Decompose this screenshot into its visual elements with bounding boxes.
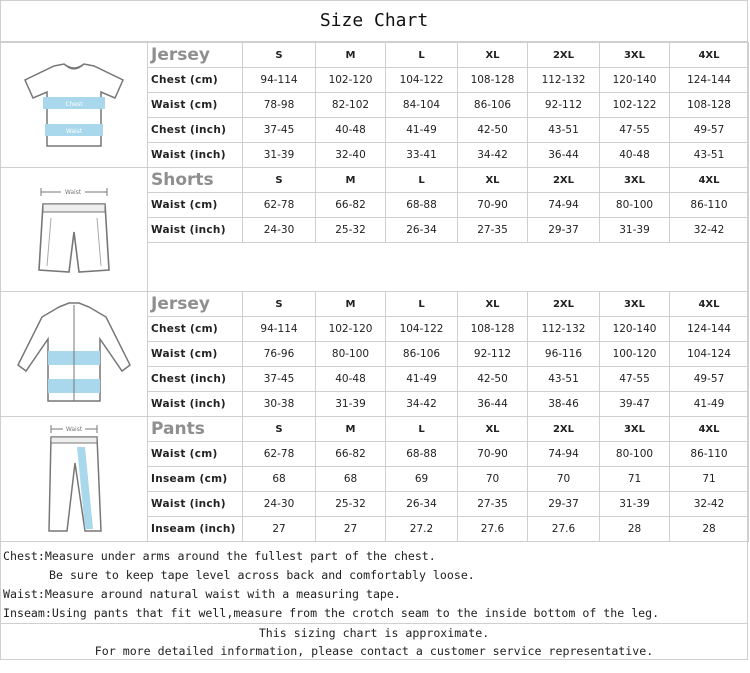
section-name: Pants <box>148 417 243 442</box>
size-header-3xl: 3XL <box>600 417 670 442</box>
table-cell: 69 <box>386 467 458 492</box>
table-cell: 76-96 <box>243 342 316 367</box>
svg-text:Waist: Waist <box>64 188 82 196</box>
table-cell: 66-82 <box>316 193 386 218</box>
size-header-xl: XL <box>458 168 528 193</box>
table-cell: 74-94 <box>528 442 600 467</box>
row-label: Chest (inch) <box>148 118 243 143</box>
table-cell: 102-120 <box>316 68 386 93</box>
section-header-row <box>1 43 749 68</box>
table-cell: 41-49 <box>386 367 458 392</box>
row-label: Waist (cm) <box>148 442 243 467</box>
table-cell: 36-44 <box>458 392 528 417</box>
table-cell: 70 <box>458 467 528 492</box>
size-header-4xl: 4XL <box>670 168 749 193</box>
spacer-cell <box>148 243 749 292</box>
table-cell: 32-40 <box>316 143 386 168</box>
table-cell: 68-88 <box>386 193 458 218</box>
table-cell: 41-49 <box>670 392 749 417</box>
table-cell: 29-37 <box>528 492 600 517</box>
table-cell: 92-112 <box>458 342 528 367</box>
table-cell: 27.6 <box>528 517 600 542</box>
table-cell: 42-50 <box>458 367 528 392</box>
size-header-4xl: 4XL <box>670 417 749 442</box>
table-cell: 92-112 <box>528 93 600 118</box>
note-inseam: Inseam:Using pants that fit well,measure from the crotch seam to the inside bottom of the leg. <box>3 606 660 620</box>
svg-text:Waist: Waist <box>65 128 83 135</box>
size-header-xl: XL <box>458 43 528 68</box>
size-header-2xl: 2XL <box>528 168 600 193</box>
table-cell: 70-90 <box>458 193 528 218</box>
table-cell: 43-51 <box>528 118 600 143</box>
section-illustration-cell <box>1 168 148 292</box>
row-label: Waist (inch) <box>148 492 243 517</box>
table-cell: 41-49 <box>386 118 458 143</box>
row-label: Waist (inch) <box>148 218 243 243</box>
table-cell: 34-42 <box>458 143 528 168</box>
table-cell: 40-48 <box>316 118 386 143</box>
table-cell: 112-132 <box>528 68 600 93</box>
short-sleeve-jersey-illustration <box>1 60 147 150</box>
section-header-row <box>1 168 749 193</box>
size-header-2xl: 2XL <box>528 43 600 68</box>
table-cell: 37-45 <box>243 118 316 143</box>
table-cell: 24-30 <box>243 218 316 243</box>
table-cell: 25-32 <box>316 492 386 517</box>
table-cell: 104-122 <box>386 68 458 93</box>
table-cell: 70 <box>528 467 600 492</box>
table-cell: 27-35 <box>458 492 528 517</box>
table-cell: 96-116 <box>528 342 600 367</box>
table-cell: 108-128 <box>458 68 528 93</box>
size-header-3xl: 3XL <box>600 168 670 193</box>
size-header-s: S <box>243 292 316 317</box>
table-cell: 70-90 <box>458 442 528 467</box>
page-title: Size Chart <box>0 0 748 42</box>
section-illustration-cell <box>1 43 148 168</box>
note-approximate: This sizing chart is approximate. <box>258 626 490 640</box>
section-header-row <box>1 292 749 317</box>
row-label: Inseam (inch) <box>148 517 243 542</box>
size-header-3xl: 3XL <box>600 292 670 317</box>
size-header-s: S <box>243 417 316 442</box>
table-cell: 31-39 <box>600 492 670 517</box>
table-cell: 26-34 <box>386 492 458 517</box>
table-cell: 68 <box>243 467 316 492</box>
size-header-xl: XL <box>458 292 528 317</box>
table-cell: 102-120 <box>316 317 386 342</box>
table-cell: 94-114 <box>243 68 316 93</box>
table-cell: 108-128 <box>458 317 528 342</box>
table-cell: 37-45 <box>243 367 316 392</box>
table-cell: 78-98 <box>243 93 316 118</box>
table-cell: 43-51 <box>670 143 749 168</box>
section-name: Jersey <box>148 43 243 68</box>
size-header-s: S <box>243 43 316 68</box>
note-chest: Chest:Measure under arms around the fullest part of the chest. <box>3 549 436 563</box>
size-header-2xl: 2XL <box>528 417 600 442</box>
table-cell: 100-120 <box>600 342 670 367</box>
table-cell: 47-55 <box>600 118 670 143</box>
table-cell: 104-122 <box>386 317 458 342</box>
section-illustration-cell <box>1 417 148 542</box>
table-cell: 62-78 <box>243 193 316 218</box>
pants-illustration <box>1 423 147 535</box>
size-header-m: M <box>316 43 386 68</box>
table-cell: 102-122 <box>600 93 670 118</box>
shorts-illustration <box>1 182 147 278</box>
size-header-xl: XL <box>458 417 528 442</box>
row-label: Inseam (cm) <box>148 467 243 492</box>
table-cell: 27 <box>243 517 316 542</box>
size-header-l: L <box>386 43 458 68</box>
size-header-l: L <box>386 168 458 193</box>
long-sleeve-jersey-illustration <box>1 299 147 409</box>
table-cell: 31-39 <box>316 392 386 417</box>
table-cell: 32-42 <box>670 218 749 243</box>
size-header-m: M <box>316 292 386 317</box>
table-cell: 27-35 <box>458 218 528 243</box>
table-cell: 80-100 <box>316 342 386 367</box>
section-header-row <box>1 417 749 442</box>
table-cell: 28 <box>600 517 670 542</box>
size-chart-table <box>0 42 749 542</box>
table-cell: 84-104 <box>386 93 458 118</box>
table-cell: 26-34 <box>386 218 458 243</box>
table-cell: 82-102 <box>316 93 386 118</box>
section-name: Jersey <box>148 292 243 317</box>
size-header-s: S <box>243 168 316 193</box>
note-waist: Waist:Measure around natural waist with a measuring tape. <box>3 587 401 601</box>
table-cell: 25-32 <box>316 218 386 243</box>
table-cell: 71 <box>670 467 749 492</box>
size-header-l: L <box>386 417 458 442</box>
table-cell: 34-42 <box>386 392 458 417</box>
svg-text:Chest: Chest <box>65 101 83 108</box>
table-cell: 68 <box>316 467 386 492</box>
size-header-m: M <box>316 168 386 193</box>
note-contact: For more detailed information, please contact a customer service representative. <box>94 644 654 658</box>
table-cell: 66-82 <box>316 442 386 467</box>
table-cell: 74-94 <box>528 193 600 218</box>
table-cell: 80-100 <box>600 442 670 467</box>
size-header-2xl: 2XL <box>528 292 600 317</box>
table-cell: 124-144 <box>670 317 749 342</box>
table-cell: 86-110 <box>670 193 749 218</box>
section-name: Shorts <box>148 168 243 193</box>
table-cell: 120-140 <box>600 68 670 93</box>
table-cell: 80-100 <box>600 193 670 218</box>
size-header-4xl: 4XL <box>670 43 749 68</box>
table-cell: 112-132 <box>528 317 600 342</box>
note-chest-continued: Be sure to keep tape level across back and comfortably loose. <box>49 568 475 582</box>
table-cell: 108-128 <box>670 93 749 118</box>
table-cell: 31-39 <box>600 218 670 243</box>
row-label: Chest (cm) <box>148 317 243 342</box>
table-cell: 86-106 <box>458 93 528 118</box>
table-cell: 36-44 <box>528 143 600 168</box>
table-cell: 43-51 <box>528 367 600 392</box>
table-cell: 27.2 <box>386 517 458 542</box>
table-cell: 42-50 <box>458 118 528 143</box>
row-label: Waist (inch) <box>148 143 243 168</box>
table-cell: 62-78 <box>243 442 316 467</box>
table-cell: 124-144 <box>670 68 749 93</box>
table-cell: 33-41 <box>386 143 458 168</box>
table-cell: 29-37 <box>528 218 600 243</box>
table-cell: 94-114 <box>243 317 316 342</box>
table-cell: 49-57 <box>670 367 749 392</box>
table-cell: 68-88 <box>386 442 458 467</box>
table-cell: 49-57 <box>670 118 749 143</box>
size-header-l: L <box>386 292 458 317</box>
row-label: Chest (cm) <box>148 68 243 93</box>
row-label: Waist (inch) <box>148 392 243 417</box>
table-cell: 28 <box>670 517 749 542</box>
table-cell: 71 <box>600 467 670 492</box>
table-cell: 27 <box>316 517 386 542</box>
size-header-3xl: 3XL <box>600 43 670 68</box>
table-cell: 104-124 <box>670 342 749 367</box>
table-cell: 39-47 <box>600 392 670 417</box>
row-label: Chest (inch) <box>148 367 243 392</box>
table-cell: 32-42 <box>670 492 749 517</box>
table-cell: 27.6 <box>458 517 528 542</box>
table-cell: 40-48 <box>600 143 670 168</box>
table-cell: 47-55 <box>600 367 670 392</box>
table-cell: 120-140 <box>600 317 670 342</box>
row-label: Waist (cm) <box>148 342 243 367</box>
table-cell: 86-106 <box>386 342 458 367</box>
table-cell: 38-46 <box>528 392 600 417</box>
row-label: Waist (cm) <box>148 193 243 218</box>
table-cell: 40-48 <box>316 367 386 392</box>
size-header-4xl: 4XL <box>670 292 749 317</box>
table-cell: 24-30 <box>243 492 316 517</box>
size-header-m: M <box>316 417 386 442</box>
row-label: Waist (cm) <box>148 93 243 118</box>
table-cell: 86-110 <box>670 442 749 467</box>
table-cell: 30-38 <box>243 392 316 417</box>
section-illustration-cell <box>1 292 148 417</box>
table-cell: 31-39 <box>243 143 316 168</box>
svg-text:Waist: Waist <box>65 426 83 433</box>
